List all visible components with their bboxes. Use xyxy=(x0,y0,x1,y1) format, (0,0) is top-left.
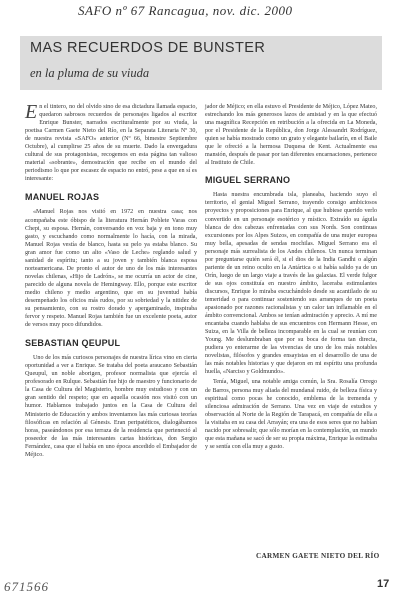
continuation-paragraph: jador de Méjico; en ella estuvo el Presidente de Méjico, López Mateo, estrechando los más generosos lazos de amistad y en la que efectuó una magnífica Recepción en retribución a la ofrecida en La Moneda, por el Presidente de la República, don Jorge Alessandri Rodríguez, quien se había mostrado como un grato y elegante bailarín, en el Baile que le ofreció a la hermosa Duquesa de Kent. Actualmente esa mansión, después de pasar por tan diferentes encarnaciones, pertenece al Instituto de Chile. xyxy=(205,104,377,167)
section-text-miguel-serrano: Hasta nuestra encumbrada isla, planeaba, haciendo suyo el territorio, el genial Miguel Serrano, trayendo consigo ambiciosos proyectos y proposiciones para Enrique, al que hubiese querido verlo convertido en un personaje esotérico y místico. Extraído su águila blanca de dos cabezas enfrentadas con sus Nords. Son continuas excursiones por los Alpes Suizos, en compañía de una mujer europea muy bella, apesadas de sendas mochilas. Miguel Serrano era el personaje más surrealista de los Andes chilenos. Un nunca terminan por preguntarse quién será él, si el dios de la India Gandhi o algún pariente de un reino oculto en la Antártica o si había salido ya de un Orín, luego de un largo viaje a través de las galaxias. El verde fulgor de sus ojos constituía en nuestro ámbito, laceraba estimulantes discursos, Enrique lo miraba escuchándolo desde su acantilado de su temeridad o para continuar sosteniendo sus arranques de un poeta apasionado por razones racionalistas y un calor tan inflamable en el ámbito convencional. Ambos se tenían admiración y aprecio. A mí me encantaba cuando hablaba de sus encuentros con Hermann Hesse, en Suiza, en la Villa de belleza incomparable en la cual se reunían con Young. Me deslumbraban que por su boca de forma tan directa, pudiera yo enterarme de las vivencias de uno de los más notables novelistas, filósofos y grandes ensayistas en el desarrollo de una de las más notables historias y que dejaron en mi espíritu una profunda huella, «Narciso y Goldmundo». xyxy=(205,192,377,376)
author-signature: CARMEN GAETE NIETO DEL RÍO xyxy=(256,552,380,560)
section-text-manuel-rojas: «Manuel Rojas nos visitó en 1972 en nuestra casa; nos acompañaba este óbispo de la literatura Hernán Poblete Varas con Chepi, su esposa. Hernán, conversando en voz baja y en tono muy gasto, y escuchando como normalmente lo hacía, con la mirada, Manuel Rojas vestía de blanco, hasta su pelo ya estaba blanco. Su gran amor fue como un alto «Vaso de Leche» reglando salud y sanidad de espíritu; tanto a su joven y también blanca esposa norteamericana. De pronto el autor de uno de los más interesantes novelas chilenas, «Hijo de Ladrón», se me ocurría un actor de cine, parecido de alguna novela de Hemingway. Ello, porque este escritor medio chileno y medio argentino, que en su juventud había desempeñado los oficios más rudos, por su sobriedad y la nitidez de su pensamiento, con su rostro dorado y apergaminado, inspiraba fervor y respeto. Manuel Rojas también fue un excelente poeta, autor de versos muy poco difundidos. xyxy=(25,209,197,329)
drop-cap: E xyxy=(25,101,38,123)
page-number: 17 xyxy=(377,578,390,590)
article-title: MAS RECUERDOS DE BUNSTER xyxy=(30,40,266,56)
right-column xyxy=(205,103,377,453)
left-column xyxy=(25,103,197,461)
intro-text: n el tintero, no del olvido sino de esa dictadura llamada espacio, quedaron sabrosos recuerdos de personajes ligados al escritor Enrique Bunster, narrados escrituralmente por su viuda, la poetisa Carmen Gaete Nieto del Río, en la Separata Literaria Nº 30, de nuestra revista «SAFO» anterior (Nº 66, bimestre Septiembre Octubre), al cumplirse 25 años de su muerte. Dado la envergadura cultural de sus protagonistas, recogemos en esta página tan valioso material «sobrante», demostración que recibe en el mundo del periodismo lo que por escasez de espacio no entró, pese a que en sí es interesante: xyxy=(25,104,197,183)
intro-paragraph xyxy=(25,103,197,183)
section-text-sebastian-queupul: Uno de los más curiosos personajes de nuestra lírica vino en cierta oportunidad a ver a Enrique. Se trataba del poeta araucano Sebastián Queupul, un noble aborigen, profesor normalista que ejercía el profesorado en Rulque. Sebastián fue hijo de maestro y funcionario de la Casa de Cultura del Magisterio, hombre muy estudioso y con un gran sentido del respeto; que en aquella ocasión nos visitó con un humor. Hablamos trabajado juntos en la Casa de Cultura del Ministerio de Educación y ambos inventamos las más curiosas teorías filosóficas en relación al Génesis. Eran peripatéticos, dialogábamos horas, paseándonos por esa terraza de la residencia que perteneció al poseedor de las más interesantes cartas históricas, don Sergio Fernández, casa que el había en uno época ancedido el Embajador de Méjico. xyxy=(25,355,197,458)
handwritten-header-annotation: SAFO nº 67 Rancagua, nov. dic. 2000 xyxy=(78,3,293,18)
article-subtitle: en la pluma de su viuda xyxy=(30,66,150,80)
section-heading-miguel-serrano: MIGUEL SERRANO xyxy=(205,175,291,186)
section-text-miguel-serrano-2: Tenía, Miguel, una notable amiga común, la Sra. Rosalía Orrego de Barros, persona muy aliada del mundanal ruido, de belleza física y espiritual como pocas he conocido, emblema de la tremenda y silenciosa admiración de Serrano. Una vez en viaje de estudios y observación al Norte de la Región de Tarapacá, en compañía de ella a la visitaba en su casa del Arrayán; era una de esos seres que no habían nacido por sobresalir, que sólo morían en la contemplación, un mundo que esta mañana se sacó de ser su propia máxima, Enrique la estimaba y se sentía con ella muy a gusto. xyxy=(205,379,377,450)
handwritten-footer-annotation: 671566 xyxy=(4,579,49,594)
section-heading-manuel-rojas: MANUEL ROJAS xyxy=(25,192,100,203)
section-heading-sebastian-queupul: SEBASTIAN QEUPUL xyxy=(25,338,121,349)
